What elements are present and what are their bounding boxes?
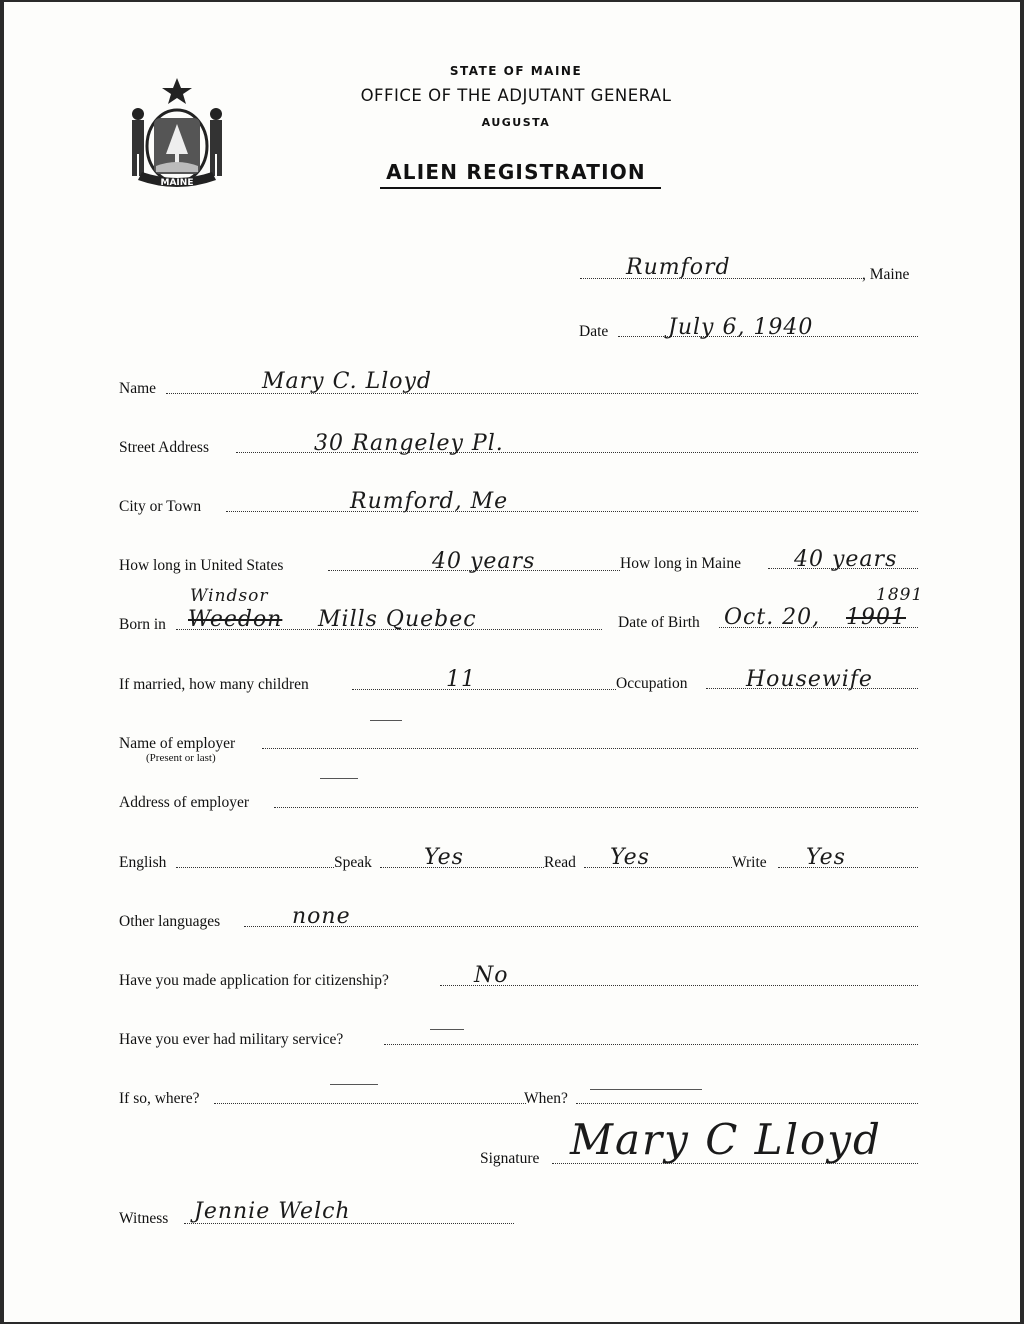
how-long-maine-label: How long in Maine xyxy=(620,555,741,572)
speak-label: Speak xyxy=(334,854,372,871)
city-entry: Rumford, Me xyxy=(350,489,509,514)
name-label: Name xyxy=(119,380,157,397)
write-label: Write xyxy=(732,854,767,871)
citizenship-line xyxy=(440,985,918,986)
registration-form-page xyxy=(4,2,1020,1322)
years-maine-entry: 40 years xyxy=(794,547,898,572)
other-languages-label: Other languages xyxy=(119,913,221,930)
military-blank-mark xyxy=(430,1029,464,1030)
military-label: Have you ever had military service? xyxy=(119,1031,344,1048)
form-title: ALIEN REGISTRATION xyxy=(386,160,646,184)
english-label: English xyxy=(119,854,167,871)
military-line xyxy=(384,1044,918,1045)
seal-banner-text: MAINE xyxy=(160,178,194,188)
employer-label: Name of employer xyxy=(119,735,236,752)
witness-label: Witness xyxy=(119,1210,169,1227)
english-line xyxy=(176,867,334,868)
title-underline xyxy=(380,187,661,189)
witness-entry: Jennie Welch xyxy=(194,1199,351,1224)
dob-entry: Oct. 20, xyxy=(724,605,821,630)
date-label: Date xyxy=(579,323,609,340)
occupation-entry: Housewife xyxy=(746,667,873,692)
born-in-entry: Mills Quebec xyxy=(318,607,477,632)
how-long-us-label: How long in United States xyxy=(119,557,284,574)
city-label: City or Town xyxy=(119,498,202,515)
when-label: When? xyxy=(524,1090,568,1107)
where-label: If so, where? xyxy=(119,1090,200,1107)
read-line xyxy=(584,867,732,868)
date-entry: July 6, 1940 xyxy=(668,315,814,340)
street-entry: 30 Rangeley Pl. xyxy=(314,431,504,456)
maine-suffix-label: , Maine xyxy=(862,266,910,283)
where-blank-mark xyxy=(330,1084,378,1085)
employer-address-blank-mark xyxy=(320,778,358,779)
dob-label: Date of Birth xyxy=(618,614,700,631)
employer-line xyxy=(262,748,918,749)
employer-note: (Present or last) xyxy=(146,752,216,764)
employer-blank-mark xyxy=(370,720,402,721)
born-in-correction: Windsor xyxy=(190,586,269,606)
header-city: AUGUSTA xyxy=(481,116,551,129)
header-office: OFFICE OF THE ADJUTANT GENERAL xyxy=(360,86,672,105)
header-state: STATE OF MAINE xyxy=(449,64,583,78)
when-blank-mark xyxy=(590,1089,702,1090)
city-line xyxy=(226,511,918,512)
dob-year-correction: 1891 xyxy=(876,585,924,605)
children-line xyxy=(352,689,616,690)
signature-entry: Mary C Lloyd xyxy=(570,1115,882,1164)
signature-label: Signature xyxy=(480,1150,540,1167)
when-line xyxy=(576,1103,918,1104)
speak-entry: Yes xyxy=(424,845,464,870)
born-in-label: Born in xyxy=(119,616,166,633)
occupation-label: Occupation xyxy=(616,675,688,692)
dob-year-struck: 1901 xyxy=(846,605,906,630)
street-label: Street Address xyxy=(119,439,209,456)
years-us-entry: 40 years xyxy=(432,549,536,574)
read-label: Read xyxy=(544,854,576,871)
read-entry: Yes xyxy=(610,845,650,870)
citizenship-label: Have you made application for citizenship? xyxy=(119,972,389,989)
citizenship-entry: No xyxy=(474,963,509,988)
children-label: If married, how many children xyxy=(119,676,309,693)
employer-address-line xyxy=(274,807,918,808)
write-entry: Yes xyxy=(806,845,846,870)
where-line xyxy=(214,1103,526,1104)
town-entry: Rumford xyxy=(626,255,731,280)
other-languages-entry: none xyxy=(292,904,351,929)
employer-address-label: Address of employer xyxy=(119,794,249,811)
children-entry: 11 xyxy=(446,667,476,692)
write-line xyxy=(778,867,918,868)
name-entry: Mary C. Lloyd xyxy=(262,369,433,394)
born-in-struck: Weedon xyxy=(188,607,283,632)
